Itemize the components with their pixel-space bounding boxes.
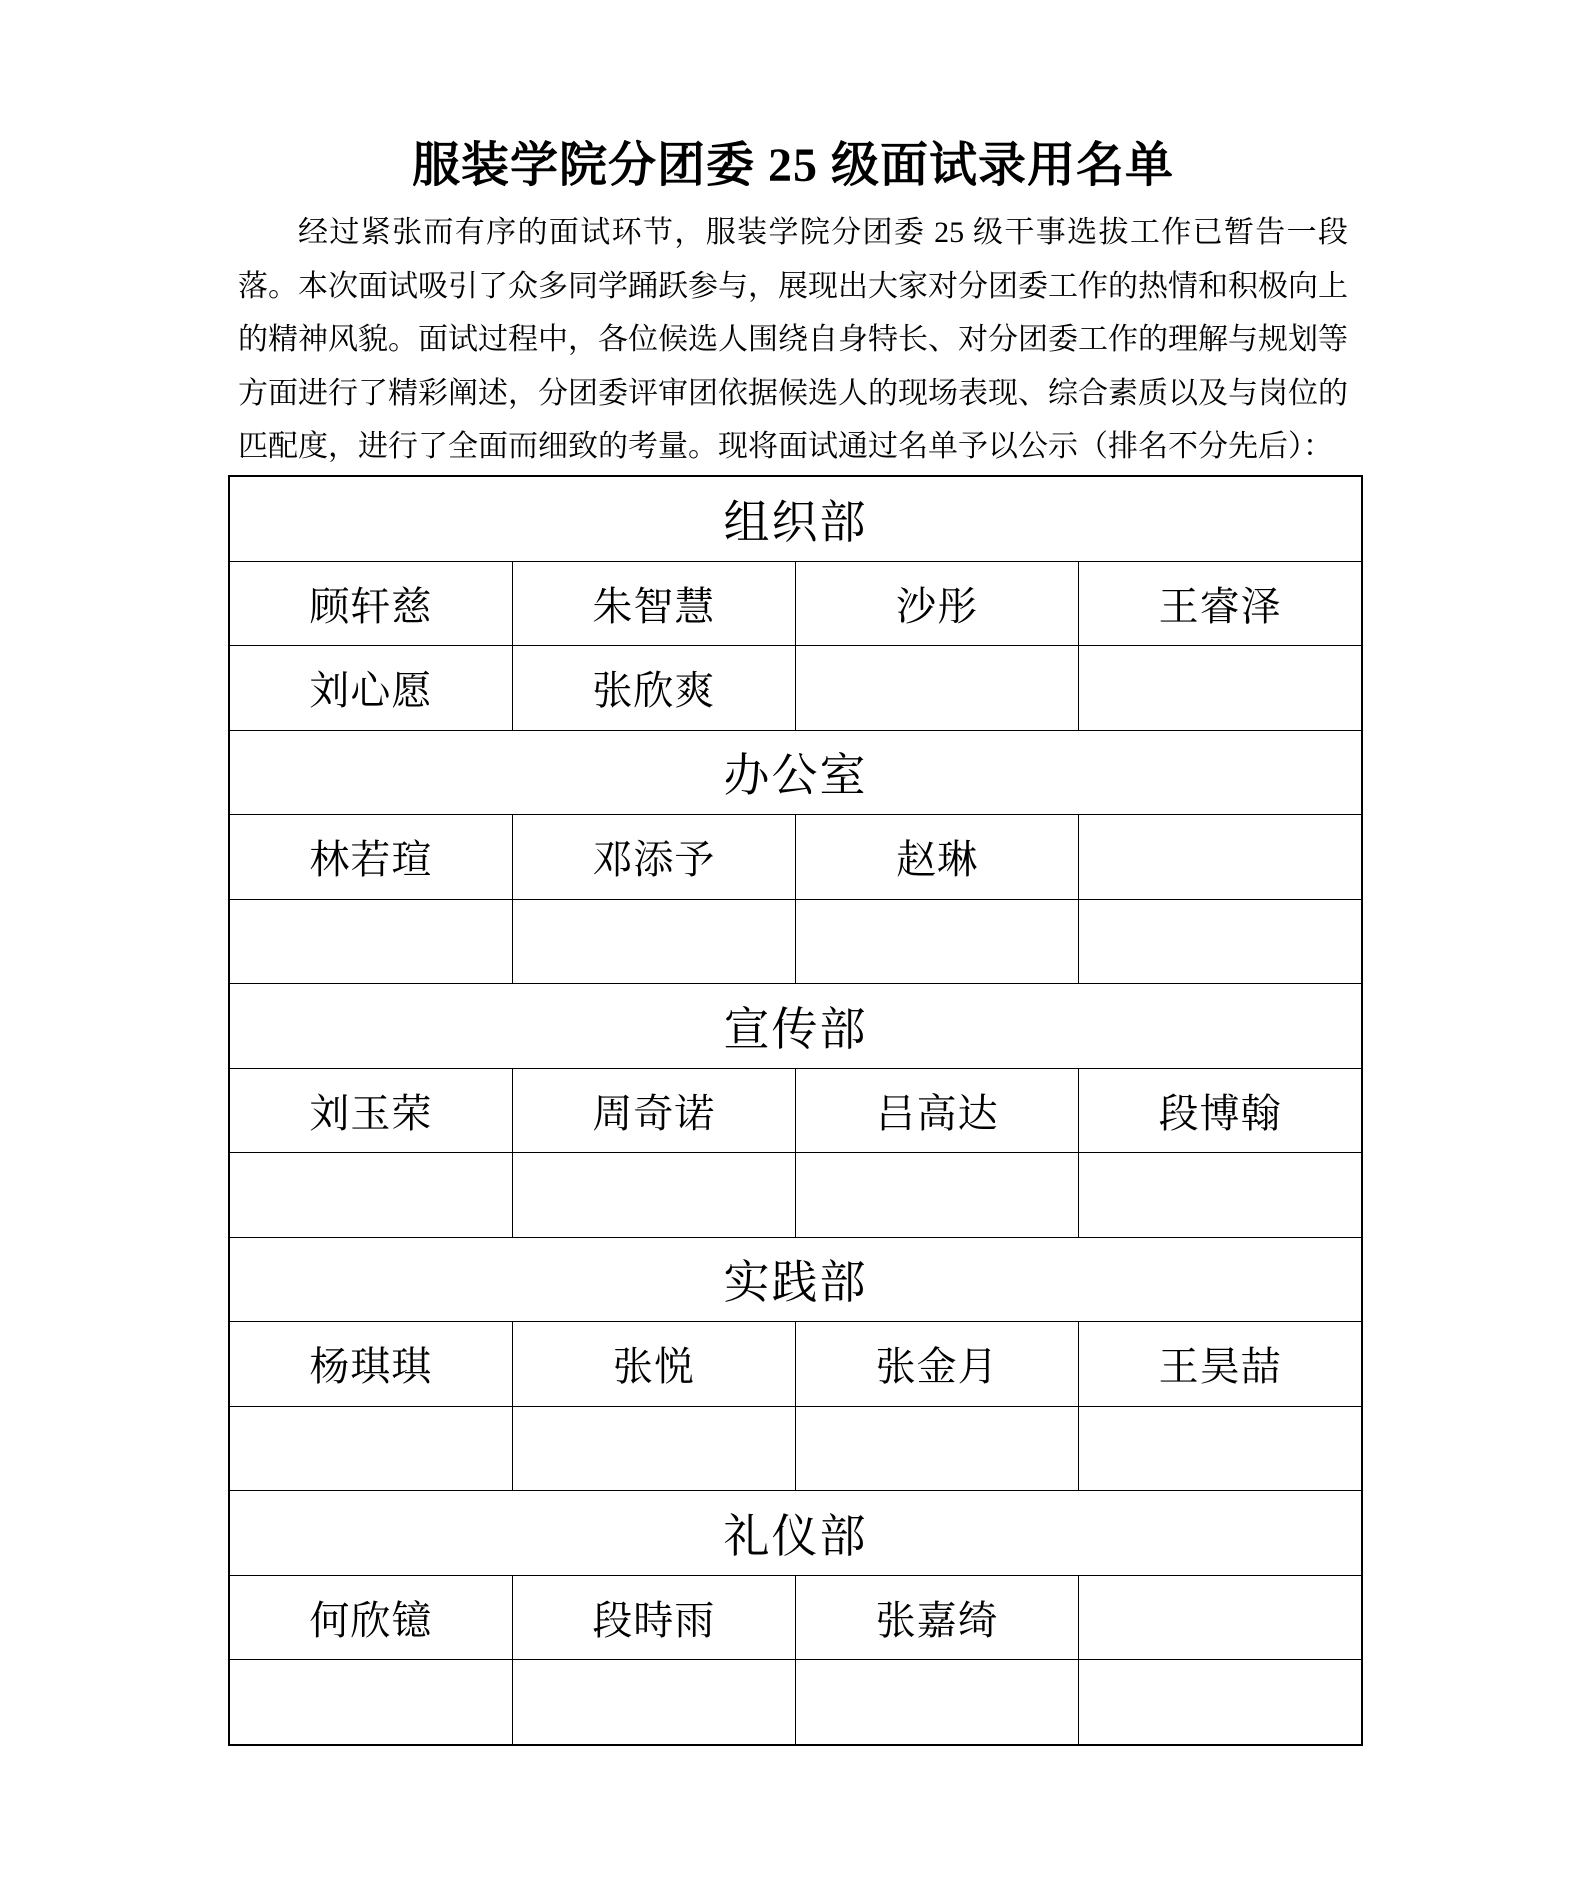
empty-cell [796,1153,1079,1238]
name-cell: 张金月 [796,1322,1079,1407]
name-row [229,561,1362,646]
name-cell: 张悦 [512,1322,795,1407]
name-cell: 刘心愿 [229,646,512,731]
empty-cell [1079,899,1362,984]
department-header-cell: 组织部 [229,476,1362,561]
document-paragraph: 经过紧张而有序的面试环节，服装学院分团委 25 级干事选拔工作已暂告一段落。本次面试吸引了众多同学踊跃参与，展现出大家对分团委工作的热情和积极向上的精神风貌。面试过程中，各位候选人围绕自身特长、对分团委工作的理解与规划等方面进行了精彩阐述，分团委评审团依据候选人的现场表现、综合素质以及与岗位的匹配度，进行了全面而细致的考量。现将面试通过名单予以公示（排名不分先后）： [238,216,1348,463]
name-cell: 王睿泽 [1079,561,1362,646]
department-header-cell: 办公室 [229,730,1362,815]
department-header-row [229,1491,1362,1576]
name-cell: 张嘉绮 [796,1575,1079,1660]
empty-cell [512,1660,795,1745]
name-cell: 段時雨 [512,1575,795,1660]
name-cell: 朱智慧 [512,561,795,646]
department-header-row [229,730,1362,815]
empty-cell [1079,1153,1362,1238]
name-cell: 赵琳 [796,815,1079,900]
recruitment-roster-table [228,475,1363,1746]
name-cell: 段博翰 [1079,1068,1362,1153]
empty-cell [229,899,512,984]
name-row [229,1660,1362,1745]
empty-cell [796,899,1079,984]
name-cell: 林若瑄 [229,815,512,900]
empty-cell [1079,815,1362,900]
name-row [229,1068,1362,1153]
empty-cell [796,1660,1079,1745]
department-header-cell: 实践部 [229,1237,1362,1322]
name-cell: 何欣镱 [229,1575,512,1660]
empty-cell [512,1153,795,1238]
empty-cell [1079,1660,1362,1745]
empty-cell [229,1660,512,1745]
name-row [229,1322,1362,1407]
empty-cell [512,1406,795,1491]
name-row [229,1406,1362,1491]
department-header-row [229,476,1362,561]
empty-cell [1079,646,1362,731]
empty-cell [796,1406,1079,1491]
department-header-cell: 礼仪部 [229,1491,1362,1576]
name-cell: 沙彤 [796,561,1079,646]
name-cell: 顾轩慈 [229,561,512,646]
name-row [229,646,1362,731]
department-header-cell: 宣传部 [229,984,1362,1069]
empty-cell [512,899,795,984]
document-title: 服装学院分团委 25 级面试录用名单 [411,139,1174,192]
name-cell: 张欣爽 [512,646,795,731]
name-cell: 周奇诺 [512,1068,795,1153]
name-row [229,899,1362,984]
name-row [229,815,1362,900]
name-row [229,1153,1362,1238]
empty-cell [796,646,1079,731]
empty-cell [229,1406,512,1491]
department-header-row [229,1237,1362,1322]
empty-cell [1079,1406,1362,1491]
name-cell: 邓添予 [512,815,795,900]
department-header-row [229,984,1362,1069]
name-row [229,1575,1362,1660]
name-cell: 王昊喆 [1079,1322,1362,1407]
name-cell: 吕高达 [796,1068,1079,1153]
empty-cell [229,1153,512,1238]
empty-cell [1079,1575,1362,1660]
name-cell: 刘玉荣 [229,1068,512,1153]
name-cell: 杨琪琪 [229,1322,512,1407]
